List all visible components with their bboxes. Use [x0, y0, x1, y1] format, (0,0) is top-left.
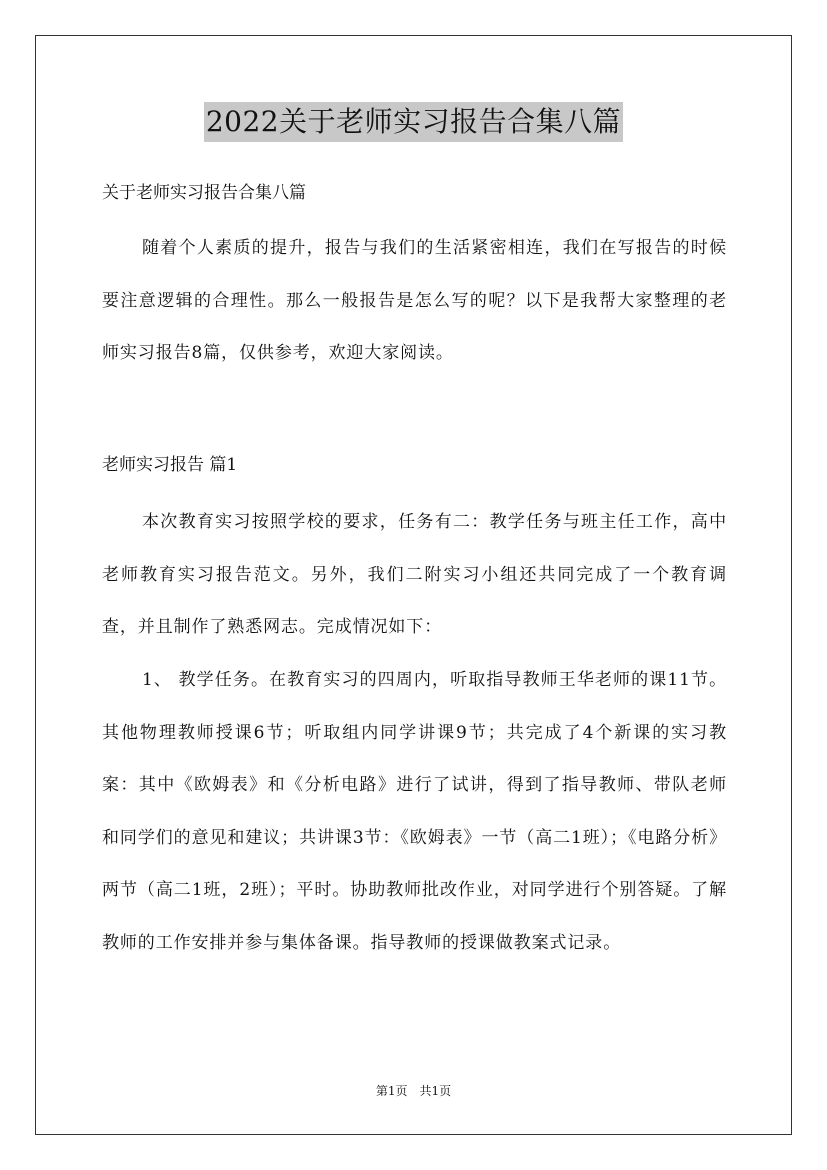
title-container — [0, 102, 827, 142]
intro-paragraph: 随着个人素质的提升，报告与我们的生活紧密相连，我们在写报告的时候要注意逻辑的合理性。那么一般报告是怎么写的呢？以下是我帮大家整理的老师实习报告8篇，仅供参考，欢迎大家阅读。 — [102, 238, 727, 363]
section-heading: 老师实习报告 篇1 — [102, 455, 238, 475]
section-paragraph-2: 1、 教学任务。在教育实习的四周内，听取指导教师王华老师的课11节。其他物理教师授课6节；听取组内同学讲课9节；共完成了4个新课的实习教案：其中《欧姆表》和《分析电路》进行了试讲，得到了指导教师、带队老师和同学们的意见和建议；共讲课3节：《欧姆表》一节（高二1班）；《电路分析》两节（高二1班，2班）；平时。协助教师批改作业，对同学进行个别答疑。了解教师的工作安排并参与集体备课。指导教师的授课做教案式记录。 — [102, 670, 727, 953]
document-subtitle: 关于老师实习报告合集八篇 — [102, 183, 306, 203]
document-title: 2022关于老师实习报告合集八篇 — [204, 102, 623, 142]
page-footer: 第1页 共1页 — [375, 1084, 452, 1098]
section-paragraph-1: 本次教育实习按照学校的要求，任务有二：教学任务与班主任工作，高中老师教育实习报告范文。另外，我们二附实习小组还共同完成了一个教育调查，并且制作了熟悉网志。完成情况如下： — [102, 512, 727, 637]
